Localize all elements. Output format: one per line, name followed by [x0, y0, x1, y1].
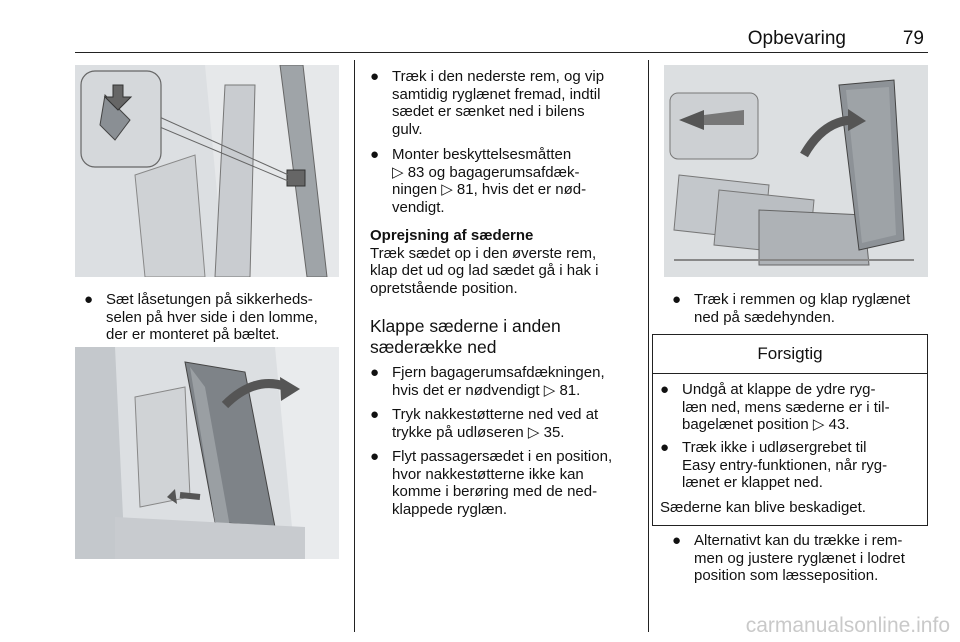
page-title: Opbevaring: [747, 28, 846, 49]
caution-box: Forsigtig ● Undgå at klappe de ydre ryg- læn ned, mens sæderne er i til- bagelænet position ▷ 43. ● Træk ikke i udløsergrebet til Easy entry-funktionen, når ryg- lænet er klappet ned. Sæderne kan blive beskadiget.: [652, 334, 928, 526]
figure-seatbelt-buckle: [75, 65, 339, 277]
bullet-dot: ●: [84, 291, 94, 308]
figure-fold-seat: [75, 347, 339, 559]
page-number: 79: [902, 28, 924, 49]
heading-fold-second-row: Klappe sæderne i anden sæderække ned: [370, 316, 561, 357]
page-header: [75, 28, 928, 53]
caution-note: Sæderne kan blive beskadiget.: [660, 499, 866, 516]
seatbelt-illustration: [75, 65, 339, 277]
watermark: carmanualsonline.info: [745, 614, 950, 637]
figure-second-row-seats: [664, 65, 928, 277]
cross-reference-link: ▷ 83 og bagagerumsafdæk-: [392, 163, 580, 181]
column-divider-1: [354, 60, 355, 632]
fold-seat-illustration: [75, 347, 339, 559]
section-raise-seats: Oprejsning af sæderne Træk sædet op i den øverste rem, klap det ud og lad sædet gå i hak i opretstående position.: [370, 227, 640, 297]
subheading-raise-seats: Oprejsning af sæderne: [370, 227, 534, 244]
caution-title: Forsigtig: [653, 335, 927, 374]
second-row-seats-illustration: [664, 65, 928, 277]
column-divider-2: [648, 60, 649, 632]
